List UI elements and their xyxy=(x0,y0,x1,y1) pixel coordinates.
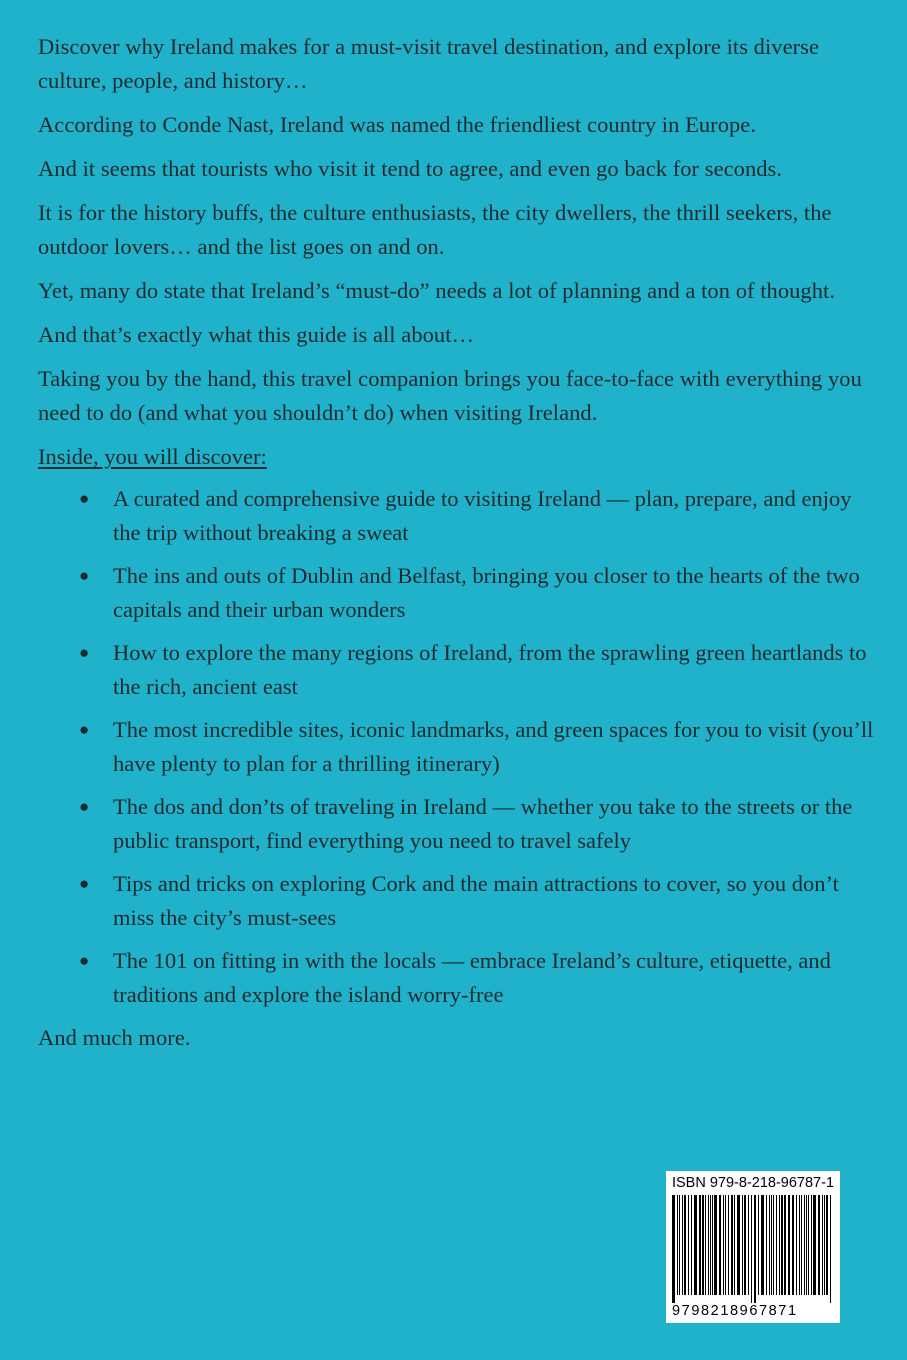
bullet-text: The ins and outs of Dublin and Belfast, bringing you closer to the hearts of the two capitals and their urban wonders xyxy=(113,563,860,622)
bullet-icon: ● xyxy=(79,874,90,893)
isbn-barcode-block xyxy=(666,1171,840,1323)
paragraph-intro: Discover why Ireland makes for a must-visit travel destination, and explore its diverse culture, people, and history… xyxy=(38,34,820,93)
barcode-icon xyxy=(670,1195,836,1303)
list-item xyxy=(38,790,878,858)
list-item xyxy=(38,482,878,550)
list-item xyxy=(38,944,878,1012)
bullet-icon: ● xyxy=(79,489,90,508)
bullet-list xyxy=(38,482,878,1012)
bullet-icon: ● xyxy=(79,797,90,816)
barcode-digits: 9798218967871 xyxy=(672,1303,798,1319)
bullet-icon: ● xyxy=(79,566,90,585)
bullet-text: Tips and tricks on exploring Cork and the main attractions to cover, so you don’t miss the city’s must-sees xyxy=(113,871,839,930)
bullet-icon: ● xyxy=(79,951,90,970)
paragraph-companion: Taking you by the hand, this travel companion brings you face-to-face with everything you need to do (and what you shouldn’t do) when visiting Ireland. xyxy=(38,366,862,425)
bullet-text: The 101 on fitting in with the locals — embrace Ireland’s culture, etiquette, and traditions and explore the island worry-free xyxy=(113,948,831,1007)
bullet-text: The dos and don’ts of traveling in Ireland — whether you take to the streets or the public transport, find everything you need to travel safely xyxy=(113,794,853,853)
inside-heading: Inside, you will discover: xyxy=(38,444,267,469)
bullet-icon: ● xyxy=(79,720,90,739)
list-item xyxy=(38,867,878,935)
bullet-icon: ● xyxy=(79,643,90,662)
bullet-text: How to explore the many regions of Ireland, from the sprawling green heartlands to the rich, ancient east xyxy=(113,640,867,699)
paragraph-conde-nast: According to Conde Nast, Ireland was named the friendliest country in Europe. xyxy=(38,112,757,137)
closing-line: And much more. xyxy=(38,1025,191,1050)
paragraph-audience: It is for the history buffs, the culture enthusiasts, the city dwellers, the thrill seekers, the outdoor lovers… and the list goes on and on. xyxy=(38,200,832,259)
paragraph-planning: Yet, many do state that Ireland’s “must-do” needs a lot of planning and a ton of thought. xyxy=(38,278,836,303)
bullet-text: A curated and comprehensive guide to visiting Ireland — plan, prepare, and enjoy the trip without breaking a sweat xyxy=(113,486,852,545)
paragraph-tourists: And it seems that tourists who visit it tend to agree, and even go back for seconds. xyxy=(38,156,783,181)
list-item xyxy=(38,713,878,781)
back-cover-text xyxy=(38,30,878,1065)
paragraph-guide: And that’s exactly what this guide is all about… xyxy=(38,322,475,347)
bullet-text: The most incredible sites, iconic landmarks, and green spaces for you to visit (you’ll have plenty to plan for a thrilling itinerary) xyxy=(113,717,874,776)
list-item xyxy=(38,559,878,627)
isbn-label: ISBN 979-8-218-96787-1 xyxy=(671,1175,835,1191)
list-item xyxy=(38,636,878,704)
